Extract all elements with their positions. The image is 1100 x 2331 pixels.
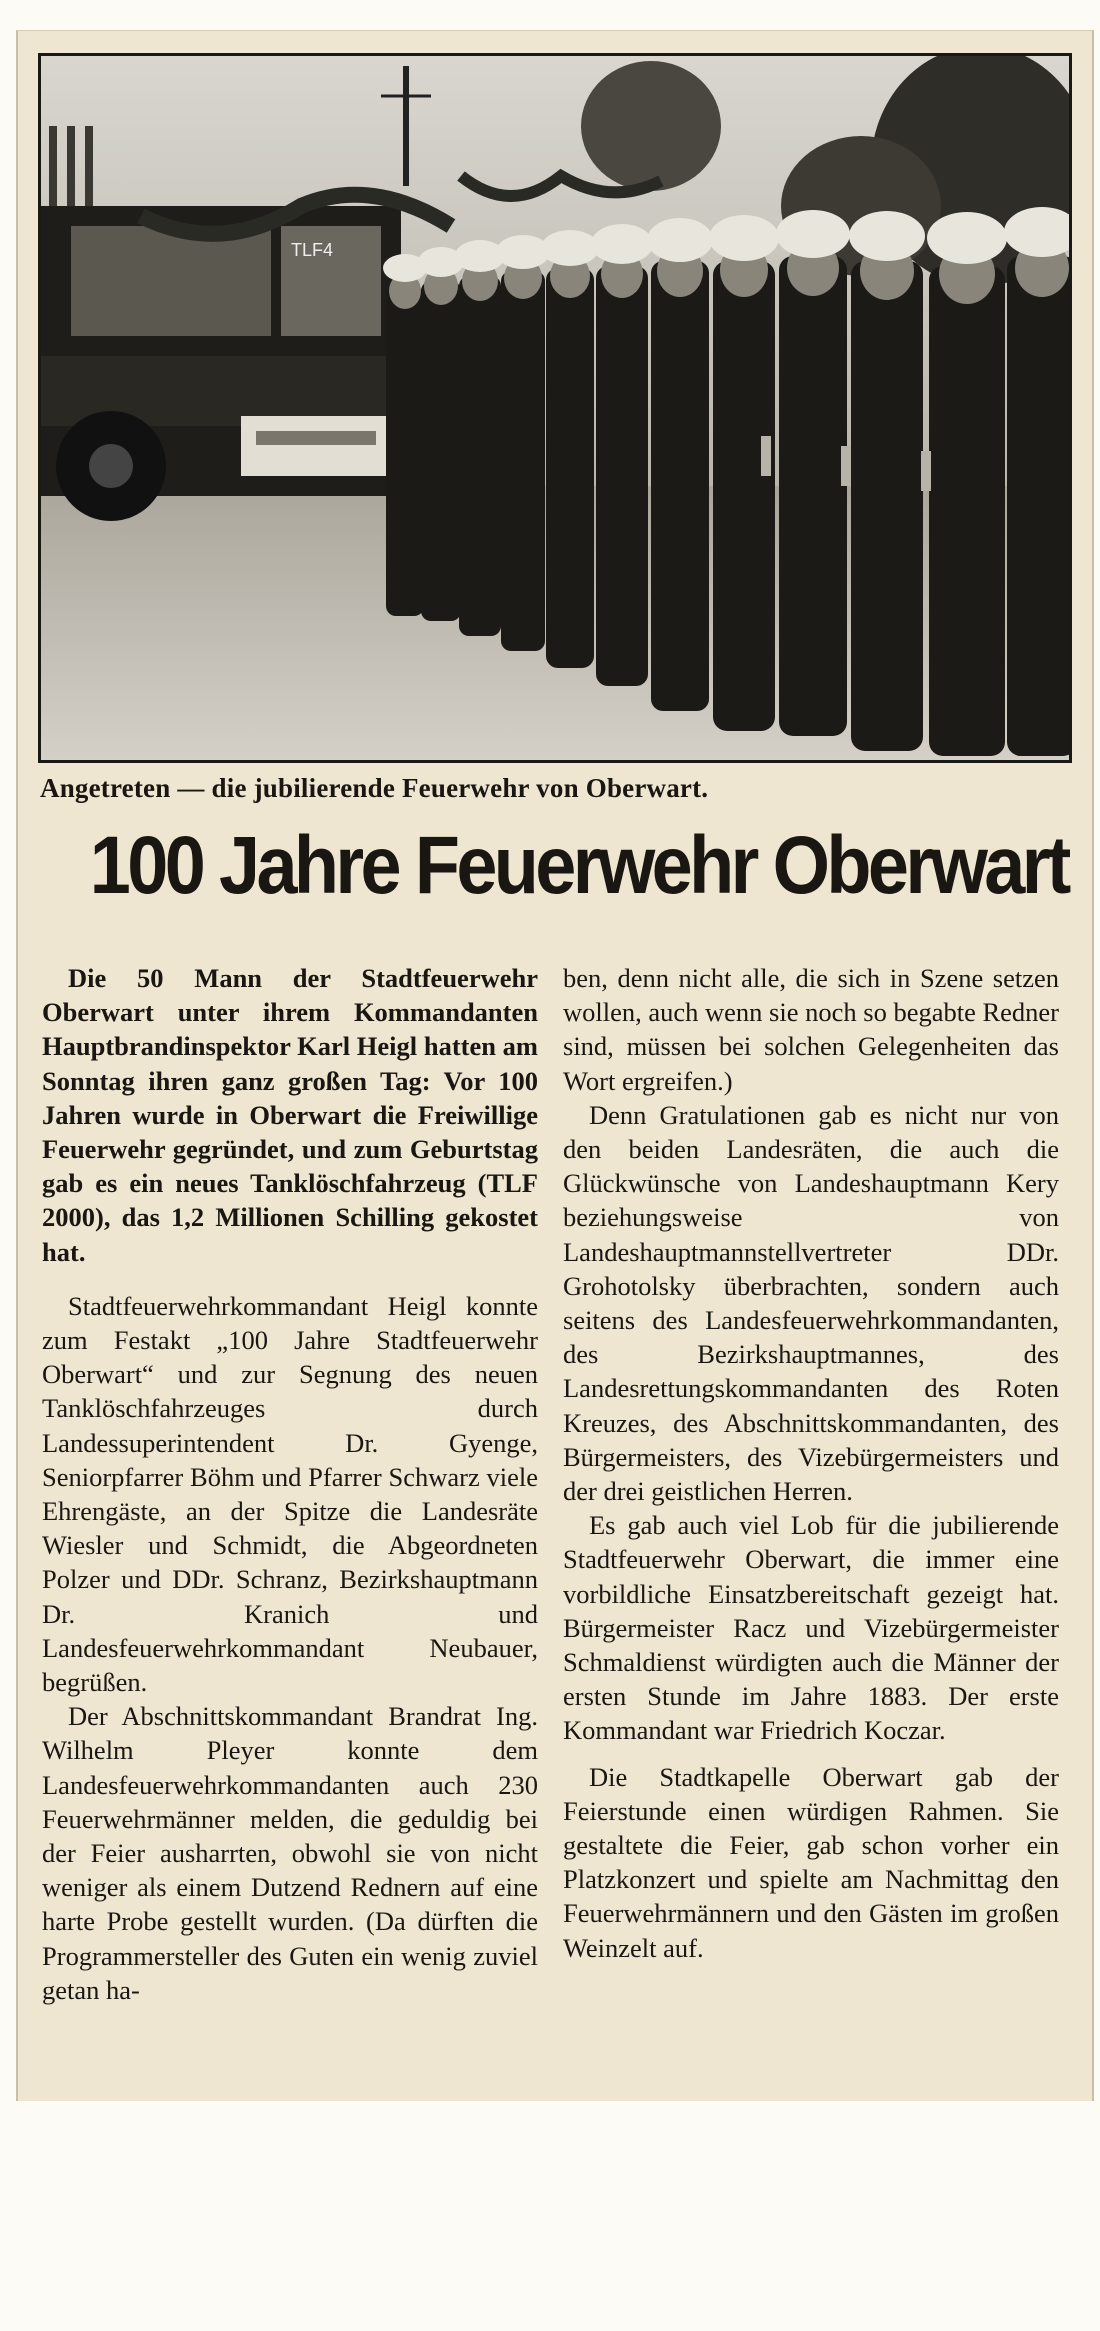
article-column-right <box>563 961 1059 1965</box>
article-column-left <box>42 961 538 2007</box>
body-paragraph: Denn Gratulationen gab es nicht nur von den beiden Landesräten, die auch die Glückwünsche von Landeshauptmann Kery beziehungsweise von Landeshauptmannstellvertreter DDr. Grohotolsky überbrachten, sondern auch seitens des Landesfeuerwehrkommandanten, des Bezirkshauptmannes, des Landesrettungskommandanten des Roten Kreuzes, des Abschnittskommandanten, des Bürgermeisters, des Vizebürgermeisters und der drei geistlichen Herren. <box>563 1099 1059 1507</box>
photo-illustration <box>41 56 1069 760</box>
body-paragraph: Der Abschnittskommandant Brandrat Ing. Wilhelm Pleyer konnte dem Landesfeuerwehrkommandanten auch 230 Feuerwehrmänner melden, die geduldig bei der Feier ausharrten, obwohl sie von nicht weniger als einem Dutzend Rednern auf eine harte Probe gestellt wurden. (Da dürften die Programmersteller des Guten ein wenig zuviel getan ha- <box>42 1701 538 2005</box>
body-paragraph: Stadtfeuerwehrkommandant Heigl konnte zum Festakt „100 Jahre Stadtfeuerwehr Oberwart“ und zur Segnung des neuen Tanklöschfahrzeuges durch Landessuperintendent Dr. Gyenge, Seniorpfarrer Böhm und Pfarrer Schwarz viele Ehrengäste, an der Spitze die Landesräte Wiesler und Schmidt, die Abgeordneten Polzer und DDr. Schranz, Bezirkshauptmann Dr. Kranich und Landesfeuerwehrkommandant Neubauer, begrüßen. <box>42 1290 538 1698</box>
fire-brigade-photo <box>38 53 1072 763</box>
newspaper-clipping <box>16 30 1094 2101</box>
body-paragraph: Die Stadtkapelle Oberwart gab der Feierstunde einen würdigen Rahmen. Sie gestaltete die Feier, gab schon vorher ein Platzkonzert und spielte am Nachmittag den Feuerwehrmännern und den Gästen im großen Weinzelt auf. <box>563 1761 1059 1963</box>
body-paragraph: ben, denn nicht alle, die sich in Szene setzen wollen, auch wenn sie noch so begabte Redner sind, müssen bei solchen Gelegenheiten das Wort ergreifen.) <box>563 963 1059 1096</box>
truck-plate: TLF4 <box>291 240 334 260</box>
photo-caption: Angetreten — die jubilierende Feuerwehr von Oberwart. <box>40 773 709 803</box>
headline: 100 Jahre Feuerwehr Oberwart <box>89 820 1068 911</box>
body-paragraph: Es gab auch viel Lob für die jubilierende Stadtfeuerwehr Oberwart, die immer eine vorbildliche Einsatzbereitschaft gezeigt hat. Bürgermeister Racz und Vizebürgermeister Schmaldienst würdigten auch die Männer der ersten Stunde im Jahre 1883. Der erste Kommandant war Friedrich Koczar. <box>563 1510 1059 1746</box>
lead-paragraph: Die 50 Mann der Stadtfeuerwehr Oberwart unter ihrem Kommandanten Hauptbrandinspektor Karl Heigl hatten am Sonntag ihren ganz großen Tag: Vor 100 Jahren wurde in Oberwart die Freiwillige Feuerwehr gegründet, und zum Geburtstag gab es ein neues Tanklöschfahrzeug (TLF 2000), das 1,2 Millionen Schilling gekostet hat. <box>42 963 538 1267</box>
